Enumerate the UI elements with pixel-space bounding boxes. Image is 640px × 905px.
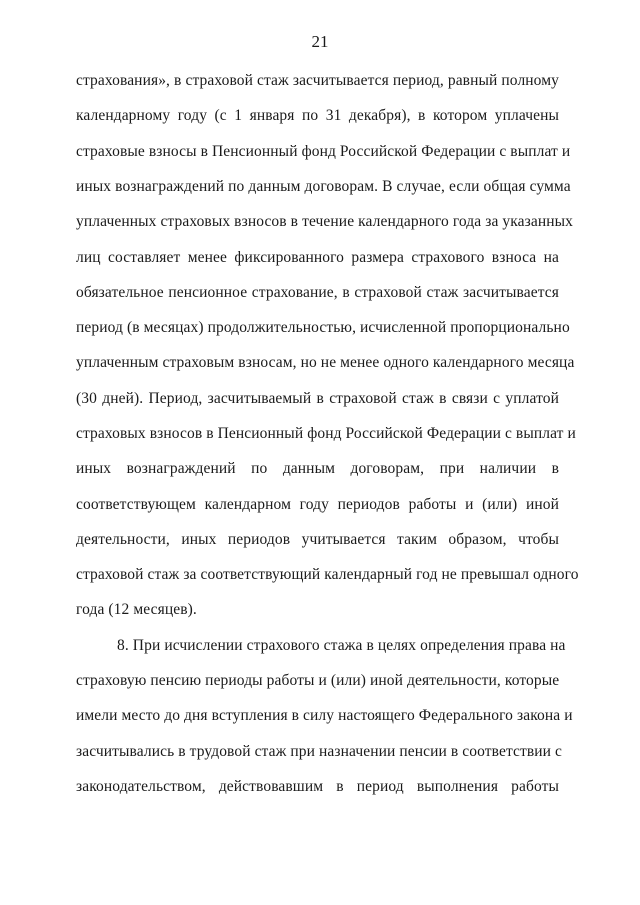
paragraph1-line-5: уплаченных страховых взносов в течение календарного года за указанных	[76, 213, 574, 230]
paragraph1-line-13: соответствующем календарном году периодов работы и (или) иной	[76, 496, 559, 513]
paragraph1-line-14: деятельности, иных периодов учитывается таким образом, чтобы	[76, 531, 559, 548]
paragraph2-line-2: страховую пенсию периоды работы и (или) иной деятельности, которые	[76, 672, 560, 689]
paragraph1-line-2: календарному году (с 1 января по 31 декабря), в котором уплачены	[76, 107, 559, 124]
paragraph2-line-4: засчитывались в трудовой стаж при назначении пенсии в соответствии с	[76, 743, 563, 760]
paragraph1-line-1: страхования», в страховой стаж засчитывается период, равный полному	[76, 72, 559, 89]
paragraph1-line-8: период (в месяцах) продолжительностью, исчисленной пропорционально	[76, 319, 570, 336]
paragraph2-line-5: законодательством, действовавшим в период выполнения работы	[76, 778, 559, 795]
paragraph1-line-3: страховые взносы в Пенсионный фонд Российской Федерации с выплат и	[76, 143, 571, 160]
paragraph1-line-12: иных вознаграждений по данным договорам, при наличии в	[76, 460, 559, 477]
paragraph1-line-7: обязательное пенсионное страхование, в страховой стаж засчитывается	[76, 284, 559, 301]
paragraph1-line-15: страховой стаж за соответствующий календарный год не превышал одного	[76, 566, 579, 583]
paragraph1-line-10: (30 дней). Период, засчитываемый в страховой стаж в связи с уплатой	[76, 390, 559, 407]
page-number: 21	[311, 32, 329, 51]
paragraph2-line-3: имели место до дня вступления в силу настоящего Федерального закона и	[76, 707, 573, 724]
paragraph1-line-11: страховых взносов в Пенсионный фонд Российской Федерации с выплат и	[76, 425, 576, 442]
paragraph1-line-6: лиц составляет менее фиксированного размера страхового взноса на	[76, 249, 559, 266]
paragraph2-line-1: 8. При исчислении страхового стажа в целях определения права на	[117, 637, 566, 654]
paragraph1-line-4: иных вознаграждений по данным договорам. В случае, если общая сумма	[76, 178, 571, 195]
paragraph1-line-16: года (12 месяцев).	[76, 601, 197, 618]
paragraph1-line-9: уплаченным страховым взносам, но не менее одного календарного месяца	[76, 354, 575, 371]
